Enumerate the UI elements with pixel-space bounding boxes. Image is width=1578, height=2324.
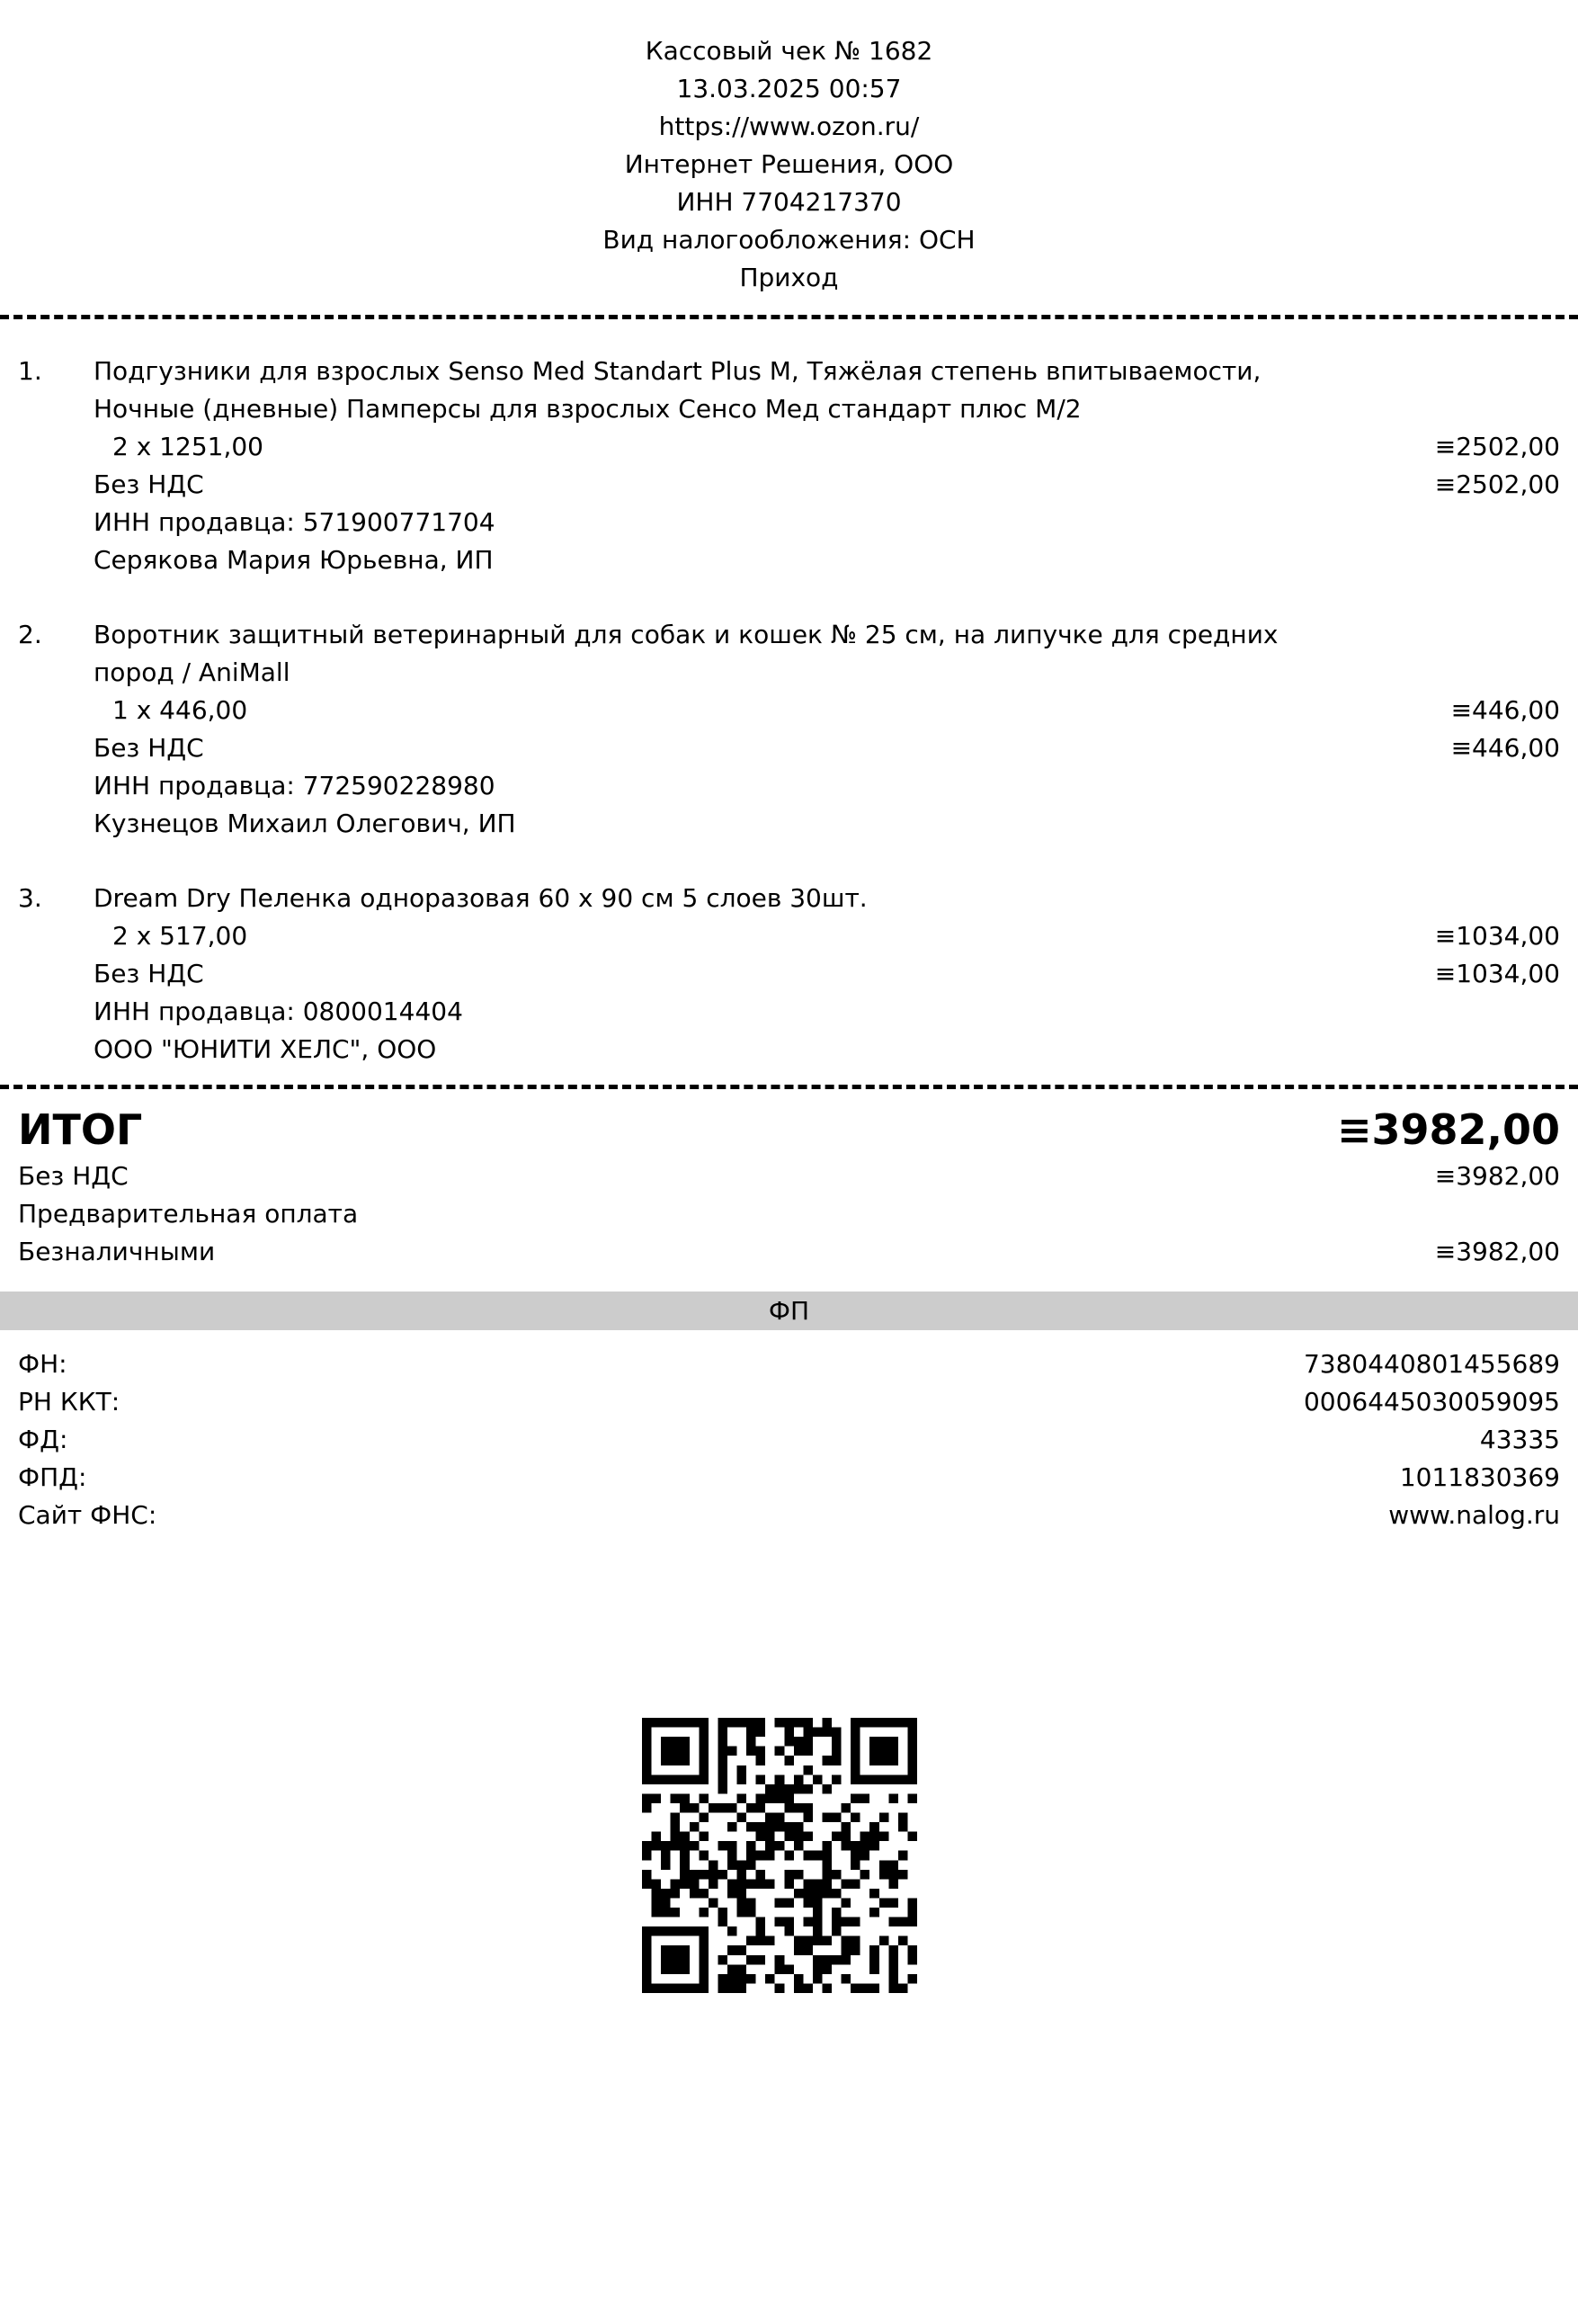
cashless-row <box>0 1233 1578 1271</box>
fiscal-value: 0006445030059095 <box>1303 1387 1560 1417</box>
totals-section <box>0 1102 1578 1271</box>
cashless-value: ≡3982,00 <box>1434 1237 1560 1266</box>
fiscal-label: ФД: <box>18 1425 68 1454</box>
item-sum: ≡446,00 <box>1450 695 1560 725</box>
tax-system: Вид налогообложения: ОСН <box>602 225 976 255</box>
cashless-label: Безналичными <box>18 1237 216 1266</box>
item-vat-label: Без НДС <box>94 959 204 988</box>
item-qty-price: 2 x 1251,00 <box>112 432 263 461</box>
item-vat-sum: ≡446,00 <box>1450 733 1560 763</box>
qr-code-icon <box>642 1718 917 1993</box>
total-label: ИТОГ <box>18 1105 143 1154</box>
fiscal-label: ФПД: <box>18 1462 87 1492</box>
item-name-line: Dream Dry Пеленка одноразовая 60 х 90 см 5 слоев 30шт. <box>94 883 868 913</box>
total-row <box>0 1102 1578 1158</box>
fiscal-label: ФН: <box>18 1349 67 1379</box>
company-inn: ИНН 7704217370 <box>676 187 902 217</box>
fiscal-row <box>0 1497 1578 1534</box>
list-item <box>0 616 1578 843</box>
list-item <box>0 353 1578 579</box>
divider-bottom <box>0 1085 1578 1089</box>
prepayment-row <box>0 1195 1578 1233</box>
total-vat-value: ≡3982,00 <box>1434 1161 1560 1191</box>
store-url: https://www.ozon.ru/ <box>658 112 920 141</box>
item-vat-sum: ≡2502,00 <box>1434 469 1560 499</box>
fiscal-row <box>0 1459 1578 1497</box>
fiscal-row <box>0 1345 1578 1383</box>
receipt-title: Кассовый чек № 1682 <box>645 36 933 66</box>
list-item <box>0 880 1578 1068</box>
item-qty-price: 2 x 517,00 <box>112 921 248 951</box>
total-value: ≡3982,00 <box>1336 1105 1560 1154</box>
items-list <box>0 353 1578 1105</box>
fp-section-header: ФП <box>0 1292 1578 1330</box>
item-name-line: пород / AniMall <box>94 657 290 687</box>
item-vat-label: Без НДС <box>94 469 204 499</box>
item-number: 2. <box>18 620 42 649</box>
item-number: 1. <box>18 356 42 386</box>
item-number: 3. <box>18 883 42 913</box>
operation-type: Приход <box>739 263 839 292</box>
item-sum: ≡2502,00 <box>1434 432 1560 461</box>
company-name: Интернет Решения, ООО <box>624 149 954 179</box>
receipt-header <box>0 32 1578 297</box>
prepayment-label: Предварительная оплата <box>18 1199 359 1229</box>
item-seller-name: ООО "ЮНИТИ ХЕЛС", ООО <box>94 1034 437 1064</box>
item-name-line: Подгузники для взрослых Senso Med Standart Plus M, Тяжёлая степень впитываемости, <box>94 356 1262 386</box>
item-vat-sum: ≡1034,00 <box>1434 959 1560 988</box>
item-qty-price: 1 x 446,00 <box>112 695 248 725</box>
item-name-line: Ночные (дневные) Памперсы для взрослых Сенсо Мед стандарт плюс M/2 <box>94 394 1082 424</box>
item-seller-inn: ИНН продавца: 772590228980 <box>94 771 495 800</box>
fiscal-row <box>0 1421 1578 1459</box>
receipt-datetime: 13.03.2025 00:57 <box>676 74 902 103</box>
fiscal-row <box>0 1383 1578 1421</box>
item-seller-inn: ИНН продавца: 0800014404 <box>94 997 463 1026</box>
fiscal-details <box>0 1345 1578 1534</box>
total-vat-row <box>0 1158 1578 1195</box>
fiscal-label: Сайт ФНС: <box>18 1500 157 1530</box>
item-sum: ≡1034,00 <box>1434 921 1560 951</box>
fiscal-value: 1011830369 <box>1399 1462 1560 1492</box>
divider-top <box>0 315 1578 319</box>
item-name-line: Воротник защитный ветеринарный для собак и кошек № 25 см, на липучке для средних <box>94 620 1279 649</box>
fiscal-label: РН ККТ: <box>18 1387 120 1417</box>
item-seller-inn: ИНН продавца: 571900771704 <box>94 507 495 537</box>
total-vat-label: Без НДС <box>18 1161 129 1191</box>
item-seller-name: Кузнецов Михаил Олегович, ИП <box>94 809 516 838</box>
item-vat-label: Без НДС <box>94 733 204 763</box>
fiscal-value: 43335 <box>1479 1425 1560 1454</box>
fiscal-value: 7380440801455689 <box>1303 1349 1560 1379</box>
fiscal-value: www.nalog.ru <box>1388 1500 1560 1530</box>
item-seller-name: Серякова Мария Юрьевна, ИП <box>94 545 494 575</box>
